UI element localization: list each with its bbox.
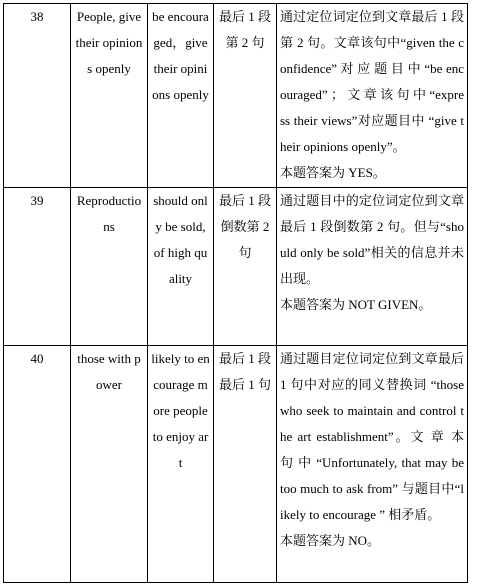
location-cell: 最后 1 段倒数第 2 句	[214, 188, 277, 346]
explanation-text: 通过定位词定位到文章最后 1 段第 2 句。文章该句中“given the confidence” 对 应 题 目 中 “be encouraged” ； 文 章 该 句 中 “express their views”对应题目中 “give their opinions openly”。	[280, 9, 464, 154]
question-keyword-cell: Reproductions	[71, 188, 148, 346]
explanation-text: 通过题目中的定位词定位到文章最后 1 段倒数第 2 句。但与“should only be sold”相关的信息并未出现。	[280, 193, 464, 286]
question-number-cell: 40	[4, 346, 71, 583]
explanation-cell	[277, 188, 468, 346]
answer-text: 本题答案为 YES。	[280, 165, 386, 180]
table-row	[4, 346, 468, 583]
question-number-cell: 39	[4, 188, 71, 346]
answer-text: 本题答案为 NO。	[280, 533, 381, 548]
table-row	[4, 4, 468, 188]
location-cell: 最后 1 段第 2 句	[214, 4, 277, 188]
location-cell: 最后 1 段最后 1 句	[214, 346, 277, 583]
explanation-cell	[277, 4, 468, 188]
statement-keyword-cell: should only be sold, of high quality	[148, 188, 214, 346]
explanation-text: 通过题目定位词定位到文章最后 1 句中对应的同义替换词 “those who seek to maintain and control the art establishment”。文 章 本 句 中 “Unfortunately, that may be too much to ask from” 与题目中“likely to encourage ” 相矛盾。	[280, 351, 464, 522]
question-keyword-cell: those with power	[71, 346, 148, 583]
answer-table	[3, 3, 468, 583]
statement-keyword-cell: be encouraged，give their opinions openly	[148, 4, 214, 188]
statement-keyword-cell: likely to encourage more people to enjoy art	[148, 346, 214, 583]
explanation-cell	[277, 346, 468, 583]
answer-text: 本题答案为 NOT GIVEN。	[280, 297, 432, 312]
question-keyword-cell: People, give their opinions openly	[71, 4, 148, 188]
table-row	[4, 188, 468, 346]
question-number-cell: 38	[4, 4, 71, 188]
